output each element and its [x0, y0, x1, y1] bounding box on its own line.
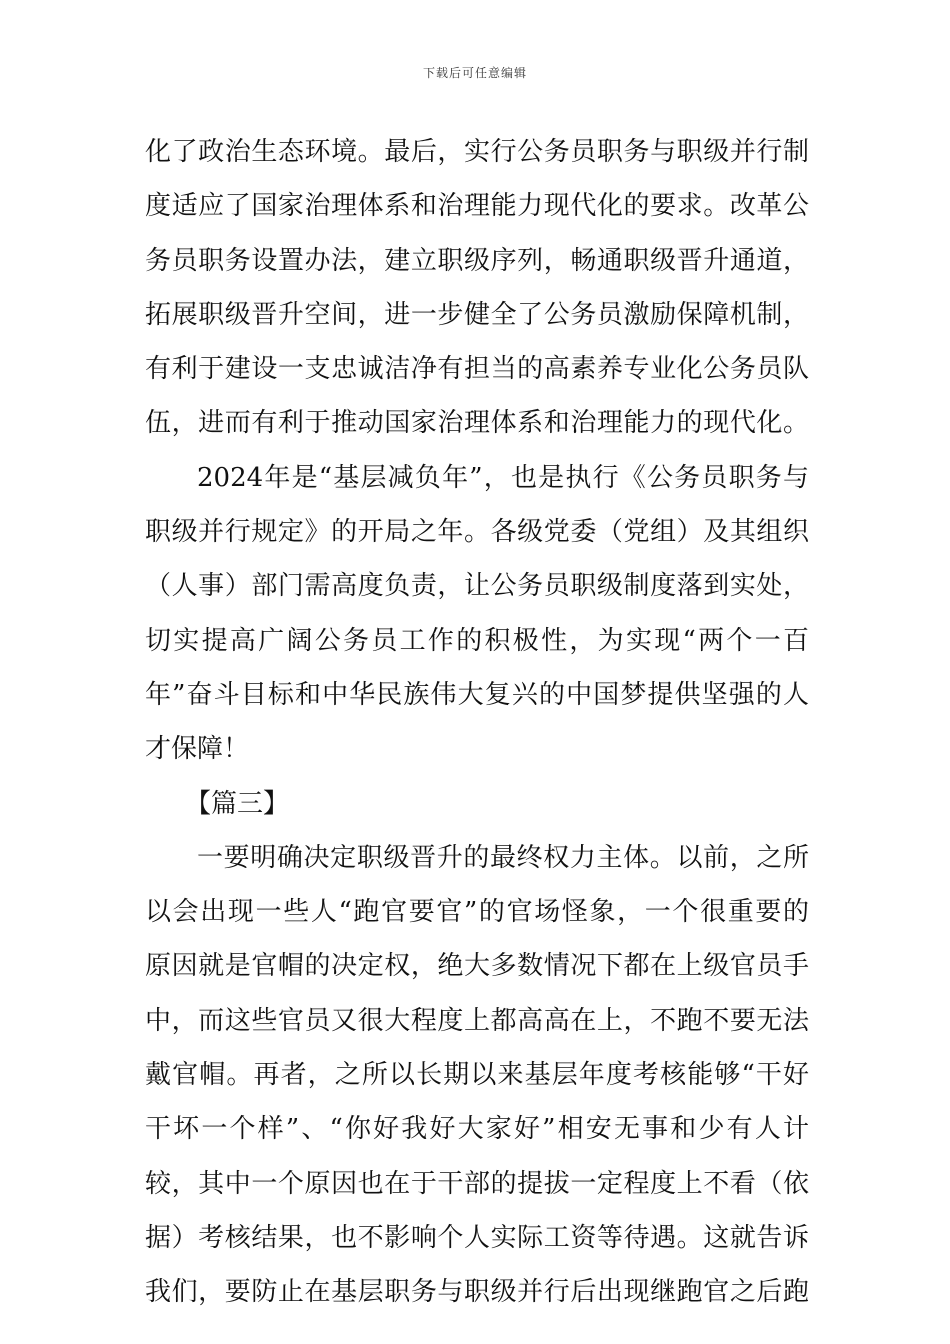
text-line: 务员职务设置办法，建立职级序列，畅通职级晋升通道， — [145, 245, 809, 276]
text-line: 拓展职级晋升空间，进一步健全了公务员激励保障机制， — [145, 299, 809, 330]
paragraph-start-line: 一要明确决定职级晋升的最终权力主体。以前，之所 — [197, 842, 809, 873]
text-line: 度适应了国家治理体系和治理能力现代化的要求。改革公 — [145, 191, 809, 222]
text-line: 职级并行规定》的开局之年。各级党委（党组）及其组织 — [145, 517, 809, 548]
text-line: 年”奋斗目标和中华民族伟大复兴的中国梦提供坚强的人 — [145, 679, 809, 710]
text-line: 有利于建设一支忠诚洁净有担当的高素养专业化公务员队 — [145, 354, 809, 385]
document-body — [145, 125, 809, 1320]
text-line: 我们，要防止在基层职务与职级并行后出现继跑官之后跑 — [145, 1277, 809, 1308]
text-line: 切实提高广阔公务员工作的积极性，为实现“两个一百 — [145, 625, 809, 656]
text-line: 干坏一个样”、“你好我好大家好”相安无事和少有人计 — [145, 1114, 809, 1145]
text-line: 较，其中一个原因也在于干部的提拔一定程度上不看（依 — [145, 1168, 809, 1199]
text-line: 化了政治生态环境。最后，实行公务员职务与职级并行制 — [145, 137, 809, 167]
text-line: 才保障！ — [145, 734, 250, 765]
text-line: 伍，进而有利于推动国家治理体系和治理能力的现代化。 — [145, 408, 809, 439]
paragraph-start-line: 2024年是“基层减负年”，也是执行《公务员职务与 — [197, 462, 809, 493]
text-line: 以会出现一些人“跑官要官”的官场怪象，一个很重要的 — [145, 897, 809, 928]
section-heading: 【篇三】 — [185, 788, 290, 819]
text-line: 戴官帽。再者，之所以长期以来基层年度考核能够“干好 — [145, 1060, 809, 1091]
text-line: （人事）部门需高度负责，让公务员职级制度落到实处， — [145, 571, 809, 602]
text-line: 中，而这些官员又很大程度上都高高在上，不跑不要无法 — [145, 1005, 809, 1036]
header-note: 下载后可任意编辑 — [422, 66, 527, 80]
text-line: 原因就是官帽的决定权，绝大多数情况下都在上级官员手 — [145, 951, 809, 982]
text-line: 据）考核结果，也不影响个人实际工资等待遇。这就告诉 — [145, 1222, 809, 1253]
